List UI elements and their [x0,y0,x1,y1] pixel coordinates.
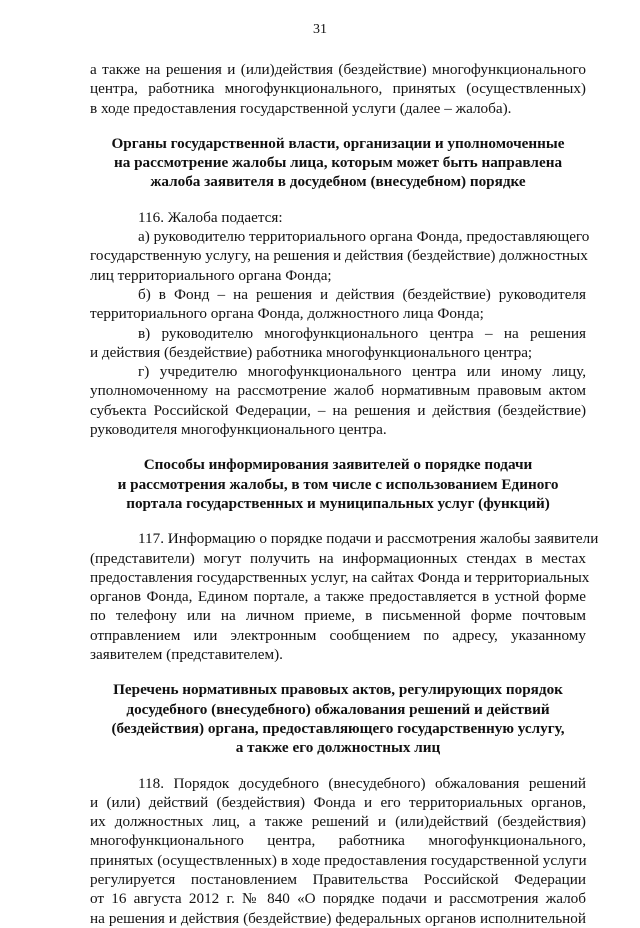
paragraph-line: отправлением или электронным сообщением по адресу, указанному [90,626,586,644]
section-heading-line: а также его должностных лиц [235,739,441,757]
paragraph-line: по телефону или на личном приеме, в письменной форме почтовым [90,607,586,625]
section-heading-line: на рассмотрение жалобы лица, которым может быть направлена [113,154,563,172]
paragraph-line: 118. Порядок досудебного (внесудебного) обжалования решений [138,774,586,792]
paragraph-line: от 16 августа 2012 г. № 840 «О порядке подачи и рассмотрения жалоб [90,890,586,908]
section-heading-line: жалоба заявителя в досудебном (внесудебном) порядке [150,173,526,191]
paragraph-line: и действия (бездействие) работника многофункционального центра; [90,343,533,361]
section-heading-line: (бездействия) органа, предоставляющего государственную услугу, [111,719,565,737]
paragraph-line: на решения и действия (бездействие) федеральных органов исполнительной [90,909,586,927]
paragraph-line: в) руководителю многофункционального центра – на решения [138,324,586,342]
section-heading-line: Перечень нормативных правовых актов, регулирующих порядок [113,681,563,699]
paragraph-line: многофункционального центра, работника многофункционального, [90,832,586,850]
page-number: 31 [313,22,327,37]
section-heading-line: досудебного (внесудебного) обжалования решений и действий [126,700,550,718]
paragraph-line: принятых (осуществленных) в ходе предоставления государственной услуги [90,851,587,869]
paragraph-line: органов Фонда, Едином портале, а также предоставляется в устной форме [90,588,586,606]
paragraph-line: а) руководителю территориального органа Фонда, предоставляющего [138,228,590,246]
section-heading-line: Органы государственной власти, организации и уполномоченные [111,134,565,152]
paragraph-line: предоставления государственных услуг, на сайтах Фонда и территориальных [90,568,590,586]
paragraph-line: их должностных лиц, а также решений и (или)действий (бездействия) [90,813,586,831]
paragraph-line: г) учредителю многофункционального центра или иному лицу, [138,363,586,381]
paragraph-line: регулируется постановлением Правительства Российской Федерации [90,870,586,888]
section-heading-line: Способы информирования заявителей о порядке подачи [143,456,533,474]
paragraph-line: руководителя многофункционального центра. [90,421,387,439]
paragraph-line: уполномоченному на рассмотрение жалоб нормативным правовым актом [90,382,586,400]
intro-line: в ходе предоставления государственной услуги (далее – жалоба). [90,99,512,117]
paragraph-line: субъекта Российской Федерации, – на решения и действия (бездействие) [90,401,586,419]
paragraph-line: (представители) могут получить на информационных стендах в местах [90,549,586,567]
intro-line: центра, работника многофункционального, принятых (осуществленных) [90,80,586,98]
paragraph-line: государственную услугу, на решения и действия (бездействие) должностных [90,247,588,265]
paragraph-line: б) в Фонд – на решения и действия (бездействие) руководителя [138,285,586,303]
document-body [90,60,599,928]
paragraph-line: 117. Информацию о порядке подачи и рассмотрения жалобы заявители [138,530,599,548]
paragraph-line: территориального органа Фонда, должностного лица Фонда; [90,305,484,323]
intro-line: а также на решения и (или)действия (бездействие) многофункционального [90,61,586,78]
section-heading-line: и рассмотрения жалобы, в том числе с использованием Единого [117,475,559,493]
paragraph-line: заявителем (представителем). [90,646,283,664]
section-heading-line: портала государственных и муниципальных услуг (функций) [126,494,550,512]
paragraph-line: и (или) действий (бездействия) Фонда и его территориальных органов, [90,793,586,811]
paragraph-line: лиц территориального органа Фонда; [90,266,332,284]
paragraph-line: 116. Жалоба подается: [138,208,283,226]
